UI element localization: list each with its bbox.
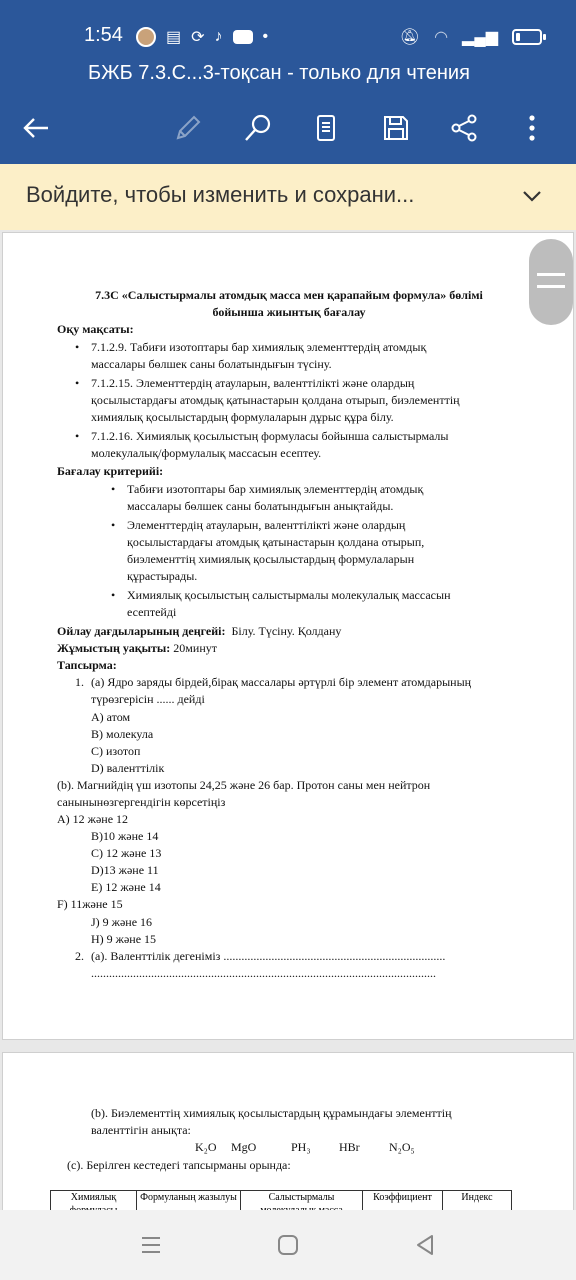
q1b-option-e: Е) 12 және 14 [91,880,161,894]
signal-icon: ▂▄▆ [462,29,498,46]
wifi-icon: ◠ [434,29,449,46]
app-bar [0,0,576,164]
q1b-option-h: H) 9 және 15 [91,932,157,946]
criterion-2-line-4: құрастырады. [127,569,198,583]
battery-fill [516,33,520,41]
q1b-option-j: J) 9 және 16 [91,915,153,929]
skills-level [57,623,341,640]
q1a-option-b: В) молекула [91,727,154,741]
goal-2-line-2: қосылыстардағы атомдық қатынастарын қолдана отырып, биэлементтің [91,393,460,407]
q1a-option-a: А) атом [91,710,131,724]
goal-3-line-1: • 7.1.2.16. Химиялық қосылыстың формуласы бойынша салыстырмалы [91,428,448,445]
document-title: БЖБ 7.3.С...3-тоқсан - только для чтения [88,62,470,84]
search-icon[interactable] [236,106,280,150]
document-heading-line2: бойынша жиынтық бағалау [212,305,366,319]
q1a-line-1: (а) Ядро заряды бірдей,бірақ массалары әртүрлі бір элемент атомдарының [91,675,472,689]
table-header-writing: Формуланың жазылуы [137,1191,241,1210]
dot-icon: • [262,28,269,45]
more-icon[interactable] [510,106,554,150]
q2b-line-2: валенттігін анықта: [91,1123,191,1137]
criterion-1-line-1: • Табиғи изотоптары бар химиялық элементтердің атомдық [127,481,423,498]
read-mode-icon[interactable] [304,106,348,150]
status-time: 1:54 [84,24,123,46]
formula-3: PH₃ [291,1140,311,1154]
formula-5: N₂O₅ [389,1140,415,1154]
save-icon[interactable] [374,106,418,150]
formula-4: HBr [339,1140,360,1154]
battery-icon [512,29,542,45]
task-title: Тапсырма: [57,658,117,672]
task-table [50,1190,512,1210]
banner-text: Войдите, чтобы изменить и сохрани... [26,182,415,207]
criteria-title: Бағалау критерийі: [57,464,164,478]
q1a-option-d: D) валенттілік [91,761,165,775]
q2b-line-1: (b). Биэлементтің химиялық қосылыстардың құрамындағы элементтің [91,1106,452,1120]
skills-value: Білу. Түсіну. Қолдану [231,624,342,638]
q1b-option-f: F) 11және 15 [57,897,123,911]
avatar-icon [136,27,156,47]
scroll-handle[interactable] [529,239,573,325]
sync-icon: ⟳ [191,29,205,46]
q1b-line-2: санынынөзгергендігін көрсетіңіз [57,795,226,809]
q1b-option-d: D)13 және 11 [91,863,159,877]
criterion-1-line-2: массалары бөлшек саны болатындығын анықтайды. [127,499,394,513]
q2-number: 2. [75,949,84,963]
q1a-line-2: түрөзгерісін ...... дейді [91,692,205,706]
back-icon[interactable] [14,106,58,150]
table-header-mass: Салыстырмалы [241,1191,363,1210]
q1a-option-c: С) изотоп [91,744,141,758]
document-viewer[interactable] [0,230,576,1210]
q1b-option-a: А) 12 және 12 [57,812,129,826]
tiktok-icon: ♪ [214,28,223,45]
q2a-dots: ................................................................................................................... [91,966,436,980]
document-page-1 [2,232,574,1040]
table-header-index: Индекс [461,1192,493,1203]
goal-1-line-2: массалары бөлшек саны болатындығын түсіну. [91,357,332,371]
chevron-down-icon[interactable] [518,182,546,210]
sign-in-banner[interactable] [0,164,576,230]
toolbar [0,100,576,156]
q2c-text: (с). Берілген кестедегі тапсырманы орында: [67,1158,291,1172]
goal-2-line-3: химиялық қосылыстардың формулаларын дұрыс құра білу. [91,410,394,424]
time-value: 20минут [173,641,217,655]
goal-2-line-1: • 7.1.2.15. Элементтердің атауларын, валенттілікті және олардың [91,375,414,392]
youtube-icon [233,30,253,44]
edit-icon[interactable] [166,106,210,150]
status-bar [0,0,576,70]
q1b-option-b: В)10 және 14 [91,829,159,843]
back-nav-icon[interactable] [410,1230,440,1260]
formula-2: MgO [231,1140,257,1154]
home-icon[interactable] [273,1230,303,1260]
criterion-2-line-3: биэлементтің химиялық қосылыстардың формулаларын [127,552,415,566]
time-label: Жұмыстың уақыты: [57,641,171,655]
work-time [57,640,217,657]
news-icon: ▤ [166,29,182,46]
criterion-2-line-2: қосылыстардағы атомдық қатынастарын қолдана отырып, [127,535,425,549]
mute-icon: 🔕︎ [399,29,421,46]
share-icon[interactable] [442,106,486,150]
criterion-2-line-1: • Элементтердің атауларын, валенттілікті және олардың [127,517,405,534]
recents-icon[interactable] [136,1230,166,1260]
q1b-option-c: С) 12 және 13 [91,846,162,860]
criterion-3-line-1: • Химиялық қосылыстың салыстырмалы молекулалық массасын [127,587,450,604]
q1b-line-1: (b). Магнийдің үш изотопы 24,25 және 26 бар. Протон саны мен нейтрон [57,778,431,792]
q1-number: 1. [75,675,84,689]
criterion-3-line-2: есептейді [127,605,177,619]
goals-title: Оқу мақсаты: [57,322,134,336]
document-heading-line1: 7.3С «Салыстырмалы атомдық масса мен қарапайым формула» бөлімі [95,288,483,302]
document-page-2 [2,1052,574,1212]
goal-1-line-1: • 7.1.2.9. Табиғи изотоптары бар химиялық элементтердің атомдық [91,339,426,356]
q2a-text: (а). Валенттілік дегеніміз .......................................................................... [91,949,446,963]
table-header-formula: Химиялық [51,1191,137,1210]
table-header-coefficient: Коэффициент [363,1191,443,1210]
goal-3-line-2: молекулалық/формулалық массасын есептеу. [91,446,322,460]
formula-1: K₂O [195,1140,217,1154]
system-nav-bar [0,1210,576,1280]
skills-label: Ойлау дағдыларының деңгейі: [57,624,226,638]
